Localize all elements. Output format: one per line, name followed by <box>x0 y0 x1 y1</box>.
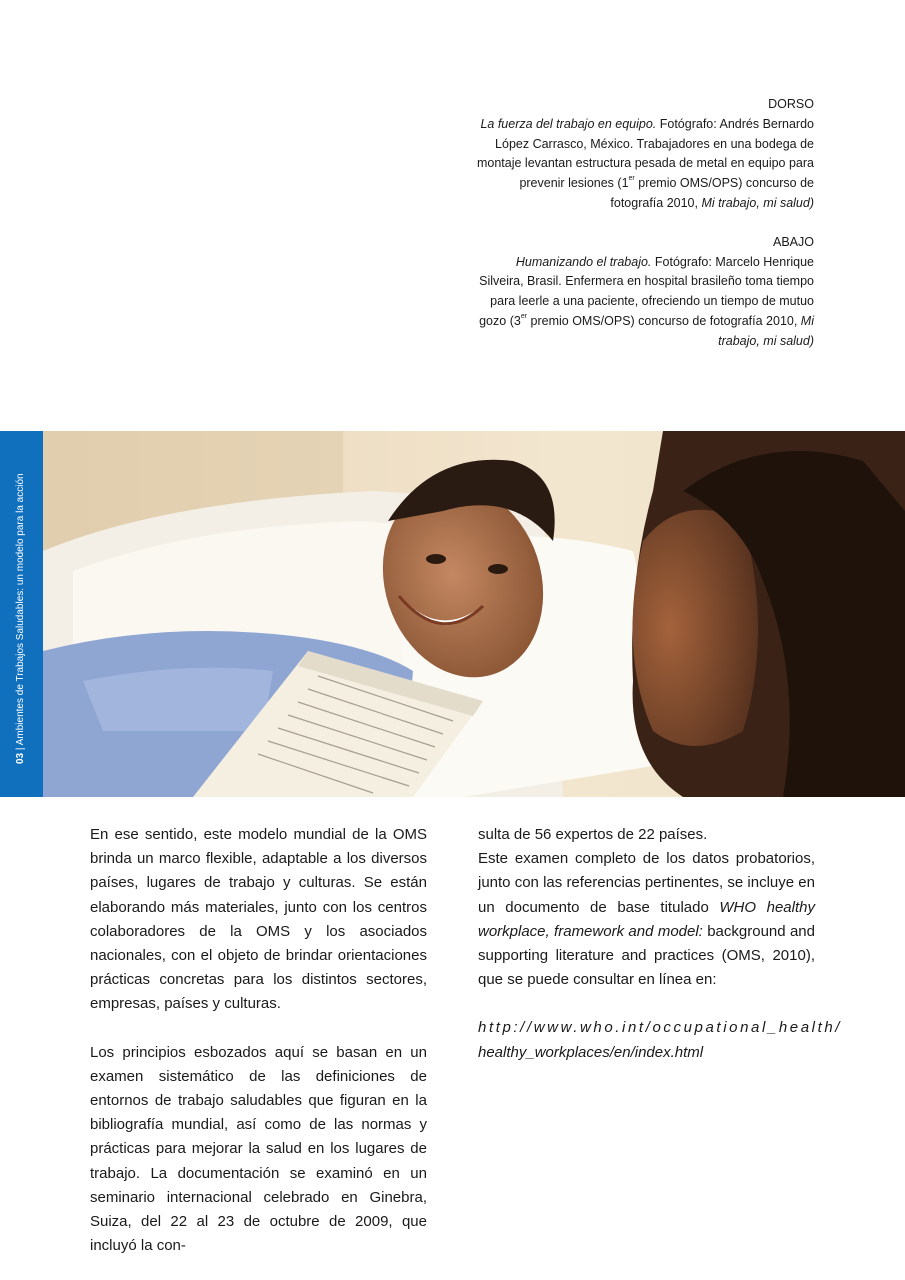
caption-heading: ABAJO <box>773 234 814 249</box>
caption-title: La fuerza del trabajo en equipo. <box>480 116 657 131</box>
caption-text: premio OMS/OPS) concurso de fotografía 2010, <box>527 313 801 328</box>
photo-captions <box>474 95 814 371</box>
caption-ordinal: er <box>520 312 528 320</box>
page-number: 03 <box>15 752 26 764</box>
running-title: Ambientes de Trabajos Saludables: un modelo para la acción <box>15 473 26 746</box>
paragraph-text: background and supporting literature and practices (OMS, 2010), que se puede consultar en línea en: <box>478 922 815 989</box>
url-line: healthy_workplaces/en/index.html <box>478 1043 704 1061</box>
document-title: WHO healthy workplace, framework and model: <box>478 898 815 940</box>
caption-abajo <box>474 233 814 352</box>
paragraph: Los principios esbozados aquí se basan en un examen sistemático de las definiciones de entornos de trabajo saludables que figuran en la bibliografía mundial, así como de las normas y prácticas para mejorar la salud en los lugares de trabajo. La documentación se examinó en un seminario internacional celebrado en Ginebra, Suiza, del 22 al 23 de octubre de 2009, que incluyó la con- <box>90 1043 427 1255</box>
caption-ordinal: er <box>628 175 635 183</box>
body-column-left <box>90 823 427 1258</box>
separator: | <box>15 745 26 753</box>
reference-url[interactable] <box>478 1016 843 1064</box>
hospital-photo <box>43 431 905 797</box>
caption-text: Fotógrafo: Andrés Bernardo López Carrasco, México. Trabajadores en una bodega de montaje levantan estructura pesada de metal en equipo para prevenir lesiones (1 <box>476 116 814 191</box>
paragraph-text: Este examen completo de los datos probatorios, junto con las referencias pertinentes, se incluye en un documento de base titulado <box>478 850 815 916</box>
caption-text: premio OMS/OPS) concurso de fotografía 2010, <box>610 176 814 210</box>
paragraph: sulta de 56 expertos de 22 países. <box>478 826 708 843</box>
paragraph: En ese sentido, este modelo mundial de la OMS brinda un marco flexible, adaptable a los diversos países, lugares de trabajo y culturas. Se están elaborando más materiales, junto con los centros colaboradores de la OMS y los asociados nacionales, con el objeto de brindar orientaciones prácticas concretas para los distintos sectores, empresas, países y culturas. <box>90 826 427 1013</box>
caption-source: Mi trabajo, mi salud) <box>701 195 814 210</box>
caption-source: Mi trabajo, mi salud) <box>718 313 814 348</box>
caption-dorso <box>474 95 814 214</box>
caption-text: Fotógrafo: Marcelo Henrique Silveira, Brasil. Enfermera en hospital brasileño toma tiempo para leerle a una paciente, ofreciendo un tiempo de mutuo gozo (3 <box>479 254 814 328</box>
caption-title: Humanizando el trabajo. <box>515 254 652 269</box>
url-line: http://www.who.int/occupational_health/ <box>478 1019 843 1037</box>
caption-heading: DORSO <box>768 97 814 111</box>
body-column-right <box>478 823 843 1065</box>
running-header <box>13 473 29 764</box>
paragraph <box>478 847 815 992</box>
